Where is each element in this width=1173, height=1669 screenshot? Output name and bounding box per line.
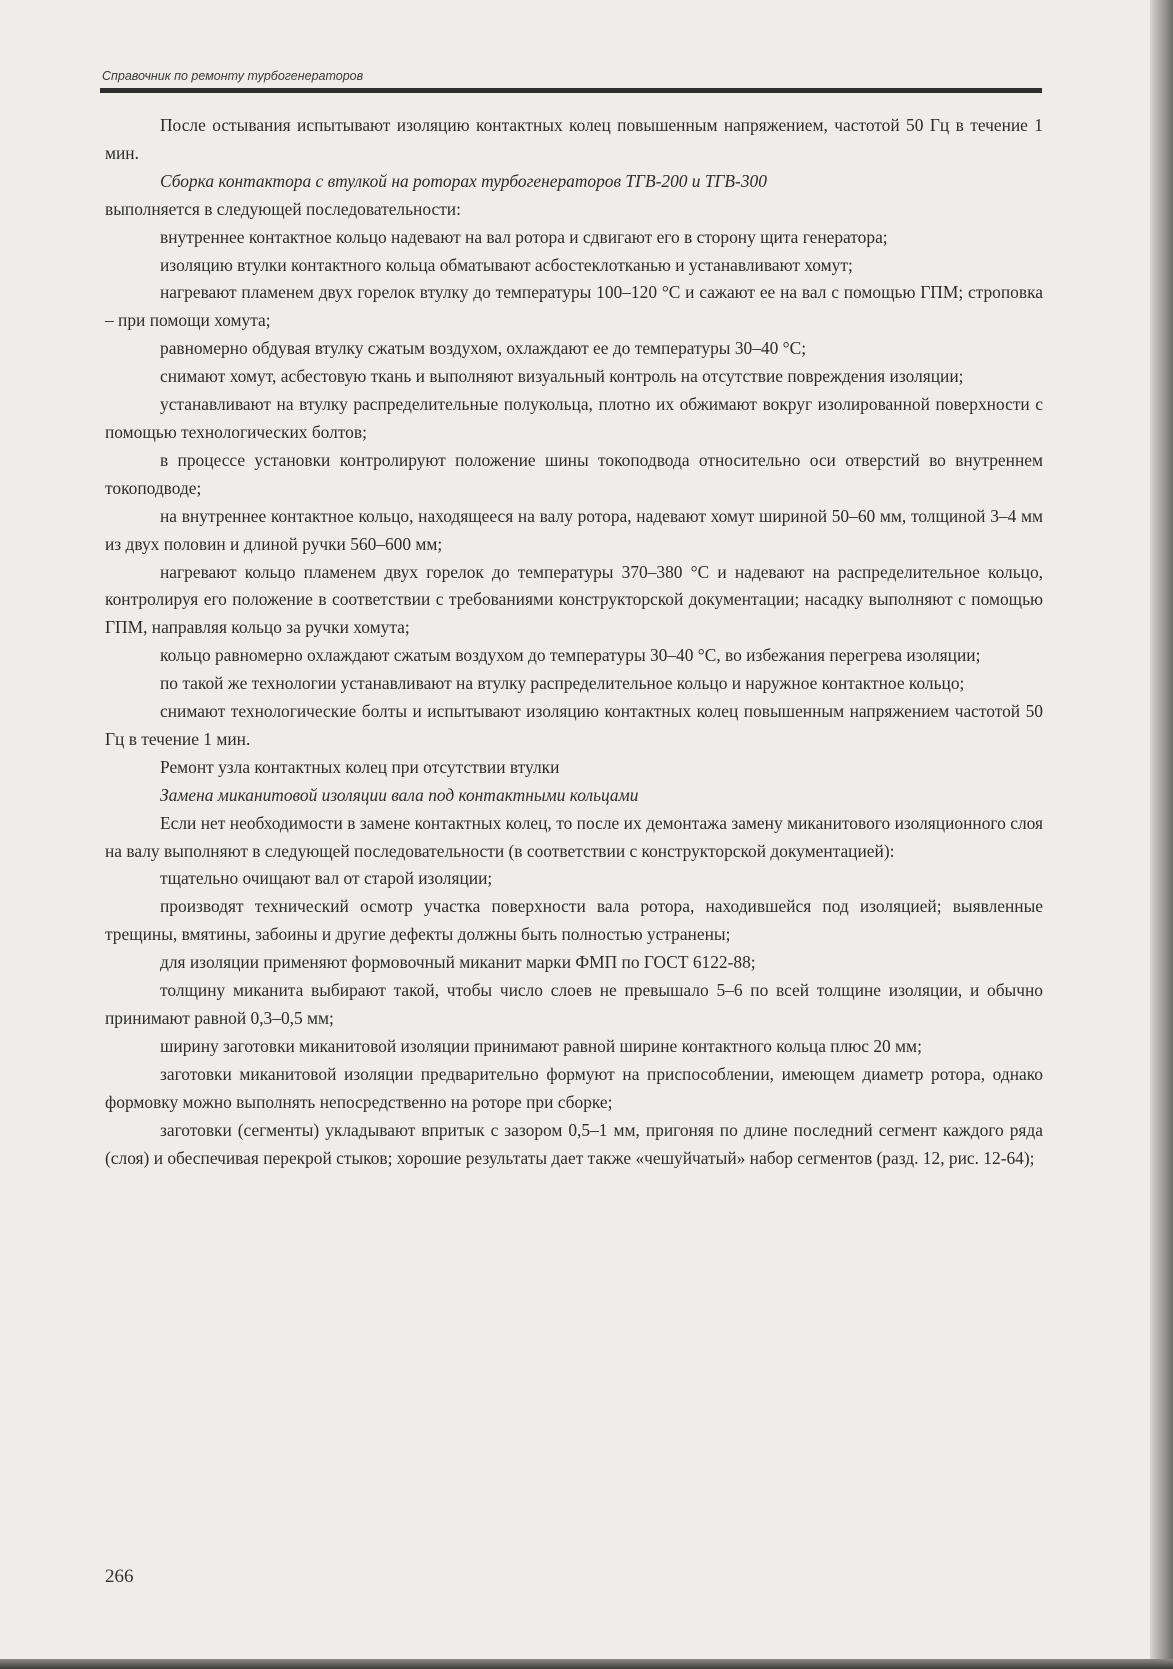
subsection-heading-italic: Замена миканитовой изоляции вала под контактными кольцами <box>160 784 639 805</box>
list-step: производят технический осмотр участка поверхности вала ротора, находившейся под изоляцией; выявленные трещины, вмятины, забоины и другие дефекты должны быть полностью устранены; <box>105 896 1043 945</box>
list-step: изоляцию втулки контактного кольца обматывают асбостеклотканью и устанавливают хомут; <box>160 254 853 275</box>
list-step: тщательно очищают вал от старой изоляции; <box>160 868 493 889</box>
paragraph: После остывания испытывают изоляцию контактных колец повышенным напряжением, частотой 50 Гц в течение 1 мин. <box>105 115 1043 163</box>
paragraph: выполняется в следующей последовательности: <box>105 198 461 219</box>
list-step: заготовки миканитовой изоляции предварительно формуют на приспособлении, имеющем диаметр ротора, однако формовку можно выполнять непосредственно на роторе при сборке; <box>105 1063 1043 1112</box>
scan-bottom-edge <box>0 1659 1173 1669</box>
list-step: кольцо равномерно охлаждают сжатым воздухом до температуры 30–40 °С, во избежания перегрева изоляции; <box>160 645 981 666</box>
list-step: равномерно обдувая втулку сжатым воздухом, охлаждают ее до температуры 30–40 °С; <box>160 338 807 359</box>
body-text <box>105 112 1043 1172</box>
list-step: нагревают пламенем двух горелок втулку до температуры 100–120 °С и сажают ее на вал с помощью ГПМ; строповка – при помощи хомута; <box>105 282 1043 331</box>
list-step: нагревают кольцо пламенем двух горелок до температуры 370–380 °С и надевают на распределительное кольцо, контролируя его положение в соответствии с требованиями конструкторской документации; насадку выполняют с помощью ГПМ, направляя кольцо за ручки хомута; <box>105 561 1043 638</box>
list-step: устанавливают на втулку распределительные полукольца, плотно их обжимают вокруг изолированной поверхности с помощью технологических болтов; <box>105 394 1043 442</box>
list-step: в процессе установки контролируют положение шины токоподвода относительно оси отверстий во внутреннем токоподводе; <box>105 449 1043 498</box>
page-number: 266 <box>105 1566 134 1587</box>
section-heading-italic: Сборка контактора с втулкой на роторах турбогенераторов ТГВ-200 и ТГВ-300 <box>160 170 767 191</box>
list-step: на внутреннее контактное кольцо, находящееся на валу ротора, надевают хомут шириной 50–60 мм, толщиной 3–4 мм из двух половин и длиной ручки 560–600 мм; <box>105 505 1043 554</box>
header-rule <box>100 88 1042 93</box>
list-step: заготовки (сегменты) укладывают впритык с зазором 0,5–1 мм, пригоняя по длине последний сегмент каждого ряда (слоя) и обеспечивая перекрой стыков; хорошие результаты дает также «чешуйчатый» набор сегментов (разд. 12, рис. 12-64); <box>105 1119 1043 1168</box>
list-step: толщину миканита выбирают такой, чтобы число слоев не превышало 5–6 по всей толщине изоляции, и обычно принимают равной 0,3–0,5 мм; <box>105 980 1043 1028</box>
running-header: Справочник по ремонту турбогенераторов <box>102 69 364 83</box>
list-step: по такой же технологии устанавливают на втулку распределительное кольцо и наружное контактное кольцо; <box>160 673 965 694</box>
list-step: для изоляции применяют формовочный миканит марки ФМП по ГОСТ 6122-88; <box>160 952 756 973</box>
list-step: снимают хомут, асбестовую ткань и выполняют визуальный контроль на отсутствие повреждения изоляции; <box>160 366 964 387</box>
paragraph: Если нет необходимости в замене контактных колец, то после их демонтажа замену миканитового изоляционного слоя на валу выполняют в следующей последовательности (в соответствии с конструкторской документацией): <box>105 812 1043 861</box>
list-step: внутреннее контактное кольцо надевают на вал ротора и сдвигают его в сторону щита генератора; <box>160 226 888 247</box>
section-heading: Ремонт узла контактных колец при отсутствии втулки <box>160 756 560 777</box>
list-step: ширину заготовки миканитовой изоляции принимают равной ширине контактного кольца плюс 20 мм; <box>160 1035 922 1056</box>
list-step: снимают технологические болты и испытывают изоляцию контактных колец повышенным напряжением частотой 50 Гц в течение 1 мин. <box>105 701 1043 749</box>
page-edge-shadow <box>1150 0 1173 1669</box>
